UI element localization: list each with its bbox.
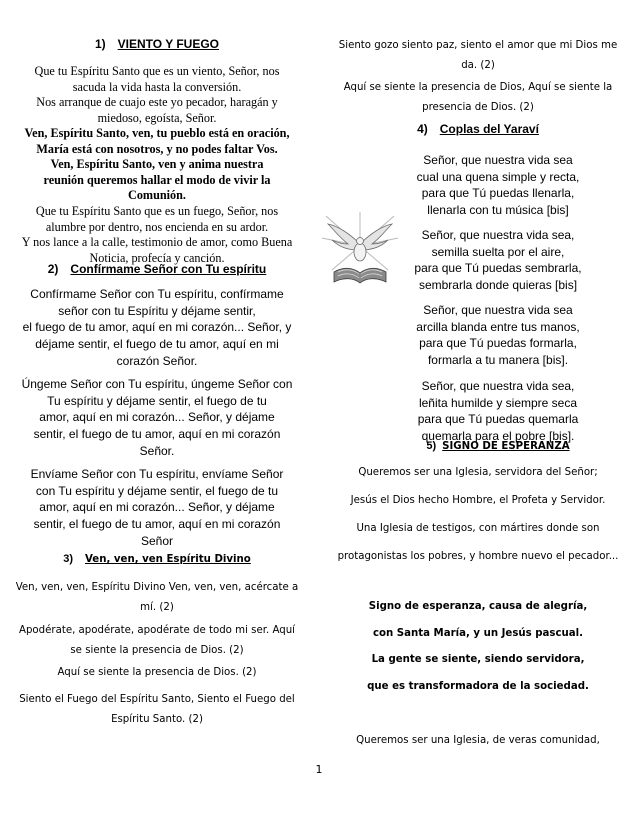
song-title: SIGNO DE ESPERANZA bbox=[442, 441, 570, 452]
verse-line: déjame sentir, el fuego de tu amor, aquí en mi bbox=[35, 337, 279, 352]
song-title: Ven, ven, ven Espíritu Divino bbox=[84, 554, 251, 565]
verse-line: Queremos ser una Iglesia, de veras comunidad, bbox=[356, 735, 600, 746]
song-number: 5) bbox=[426, 440, 437, 452]
song-5-last-line bbox=[332, 731, 624, 751]
verse-line: miedoso, egoísta, Señor. bbox=[97, 110, 217, 125]
page-number: 1 bbox=[315, 763, 323, 776]
song-1-heading bbox=[8, 37, 306, 51]
verse-line: formarla a tu manera [bis]. bbox=[427, 353, 569, 368]
song-5-chorus-3 bbox=[332, 650, 624, 670]
song-number: 4) bbox=[417, 122, 428, 136]
verse-line: Señor, que nuestra vida sea bbox=[423, 153, 573, 167]
song-2-verse-1 bbox=[8, 286, 306, 370]
verse-line: Queremos ser una Iglesia, servidora del Señor; bbox=[358, 467, 598, 478]
song-title: Confírmame Señor con Tu espíritu bbox=[70, 262, 267, 276]
verse-line: sentir, el fuego de tu amor, aquí en mi corazón bbox=[33, 427, 281, 442]
verse-line: leñita humilde y siempre seca bbox=[418, 395, 578, 410]
song-5-line-1 bbox=[332, 463, 624, 483]
verse-line: Señor bbox=[140, 533, 174, 548]
song-4-stanza-1 bbox=[372, 152, 624, 219]
verse-line: llenarla con tu música [bis] bbox=[427, 203, 569, 218]
song-5-line-3 bbox=[332, 519, 624, 539]
verse-line: da. (2) bbox=[461, 60, 495, 71]
verse-line: Apodérate, apodérate, apodérate de todo mi ser. Aquí bbox=[18, 625, 295, 636]
verse-line: protagonistas los pobres, y hombre nuevo el pecador... bbox=[337, 551, 619, 562]
verse-line: el fuego de tu amor, aquí en mi corazón... Señor, y bbox=[22, 320, 292, 335]
song-3-heading bbox=[8, 553, 306, 565]
song-1-verse-2 bbox=[8, 204, 306, 266]
song-5-chorus-4 bbox=[332, 677, 624, 697]
verse-line: sentir, el fuego de tu amor, aquí en mi corazón bbox=[33, 517, 281, 532]
verse-line: presencia de Dios. (2) bbox=[422, 102, 534, 113]
verse-line: Que tu Espíritu Santo que es un viento, Señor, nos bbox=[34, 64, 280, 78]
verse-line: Señor, que nuestra vida sea, bbox=[421, 228, 575, 242]
verse-line: alumbre por dentro, nos encienda en su ardor. bbox=[45, 219, 269, 234]
chorus-line: La gente se siente, siendo servidora, bbox=[371, 654, 585, 665]
song-4-stanza-2 bbox=[372, 227, 624, 294]
verse-line: se siente la presencia de Dios. (2) bbox=[70, 645, 244, 656]
song-number: 2) bbox=[47, 262, 59, 276]
chorus-line: María está con nosotros, y no podes faltar Vos. bbox=[36, 141, 278, 156]
verse-line: Úngeme Señor con Tu espíritu, úngeme Señor con bbox=[21, 377, 293, 391]
chorus-line: que es transformadora de la sociedad. bbox=[367, 681, 589, 692]
verse-line: corazón Señor. bbox=[116, 353, 198, 368]
song-title: Coplas del Yaraví bbox=[439, 122, 539, 136]
song-2-heading bbox=[8, 262, 306, 276]
verse-line: sacuda la vida hasta la conversión. bbox=[72, 79, 242, 94]
song-3-continued-a bbox=[332, 36, 624, 76]
song-3-lines-a bbox=[8, 578, 306, 618]
song-4-stanza-4 bbox=[372, 378, 624, 445]
verse-line: Siento gozo siento paz, siento el amor que mi Dios me bbox=[338, 40, 618, 51]
verse-line: Y nos lance a la calle, testimonio de amor, como Buena bbox=[21, 235, 293, 249]
verse-line: Una Iglesia de testigos, con mártires donde son bbox=[356, 523, 600, 534]
song-title: VIENTO Y FUEGO bbox=[117, 37, 220, 51]
verse-line: Aquí se siente la presencia de Dios. (2) bbox=[57, 667, 257, 678]
song-number: 1) bbox=[94, 37, 106, 51]
verse-line: para que Tú puedas llenarla, bbox=[421, 186, 575, 201]
song-1-verse-1 bbox=[8, 64, 306, 126]
verse-line: Noticia, profecía y canción. bbox=[89, 250, 225, 265]
song-5-heading bbox=[372, 440, 624, 452]
verse-line: quemarla para el pobre [bis]. bbox=[421, 429, 575, 444]
verse-line: Aquí se siente la presencia de Dios, Aquí se siente la bbox=[343, 82, 613, 93]
song-3-lines-c bbox=[8, 663, 306, 683]
verse-line: Que tu Espíritu Santo que es un fuego, Señor, nos bbox=[35, 204, 279, 218]
song-3-lines-d bbox=[8, 690, 306, 730]
verse-line: Envíame Señor con Tu espíritu, envíame Señor bbox=[30, 467, 284, 481]
verse-line: Señor, que nuestra vida sea, bbox=[421, 379, 575, 393]
song-4-heading bbox=[332, 122, 624, 136]
verse-line: para que Tú puedas formarla, bbox=[419, 336, 577, 351]
dove-head bbox=[357, 238, 364, 245]
verse-line: mí. (2) bbox=[140, 602, 174, 613]
chorus-line: Signo de esperanza, causa de alegría, bbox=[368, 601, 588, 612]
verse-line: Jesús el Dios hecho Hombre, el Profeta y Servidor. bbox=[350, 495, 606, 506]
verse-line: para que Tú puedas sembrarla, bbox=[414, 261, 582, 276]
dove-body bbox=[354, 243, 366, 261]
verse-line: Señor, que nuestra vida sea bbox=[423, 303, 573, 317]
verse-line: Espíritu Santo. (2) bbox=[111, 714, 203, 725]
song-3-lines-b bbox=[8, 621, 306, 661]
song-5-chorus-2 bbox=[332, 624, 624, 644]
verse-line: para que Tú puedas quemarla bbox=[417, 412, 579, 427]
song-1-chorus bbox=[8, 126, 306, 204]
verse-line: con Tu espíritu y déjame sentir, el fuego de tu bbox=[35, 483, 279, 498]
song-2-verse-3 bbox=[8, 466, 306, 550]
song-2-verse-2 bbox=[8, 376, 306, 460]
verse-line: señor con tu Espíritu y déjame sentir, bbox=[58, 303, 256, 318]
chorus-line: Ven, Espíritu Santo, ven, tu pueblo está en oración, bbox=[24, 126, 290, 140]
verse-line: Tu espíritu y déjame sentir, el fuego de tu bbox=[47, 393, 267, 408]
verse-line: cual una quena simple y recta, bbox=[416, 169, 580, 184]
verse-line: Ven, ven, ven, Espíritu Divino Ven, ven, ven, acércate a bbox=[15, 582, 299, 593]
verse-line: amor, aquí en mi corazón... Señor, y déjame bbox=[39, 410, 275, 425]
verse-line: Señor. bbox=[139, 443, 175, 458]
verse-line: arcilla blanda entre tus manos, bbox=[416, 319, 580, 334]
chorus-line: Ven, Espíritu Santo, ven y anima nuestra bbox=[50, 157, 264, 171]
song-4-stanza-3 bbox=[372, 302, 624, 369]
verse-line: semilla suelta por el aire, bbox=[431, 244, 565, 259]
song-5-line-2 bbox=[332, 491, 624, 511]
chorus-line: reunión queremos hallar el modo de vivir la bbox=[43, 172, 271, 187]
song-5-chorus-1 bbox=[332, 597, 624, 617]
verse-line: Confírmame Señor con Tu espíritu, confírmame bbox=[30, 287, 284, 301]
verse-line: sembrarla donde quieras [bis] bbox=[418, 278, 578, 293]
verse-line: Nos arranque de cuajo este yo pecador, haragán y bbox=[36, 95, 278, 109]
song-number: 3) bbox=[63, 553, 73, 565]
chorus-line: con Santa María, y un Jesús pascual. bbox=[372, 628, 584, 639]
song-5-line-4 bbox=[332, 547, 624, 567]
chorus-line: Comunión. bbox=[128, 188, 186, 202]
verse-line: amor, aquí en mi corazón... Señor, y déjame bbox=[39, 500, 275, 515]
song-3-continued-b bbox=[332, 78, 624, 118]
verse-line: Siento el Fuego del Espíritu Santo, Siento el Fuego del bbox=[19, 694, 295, 705]
